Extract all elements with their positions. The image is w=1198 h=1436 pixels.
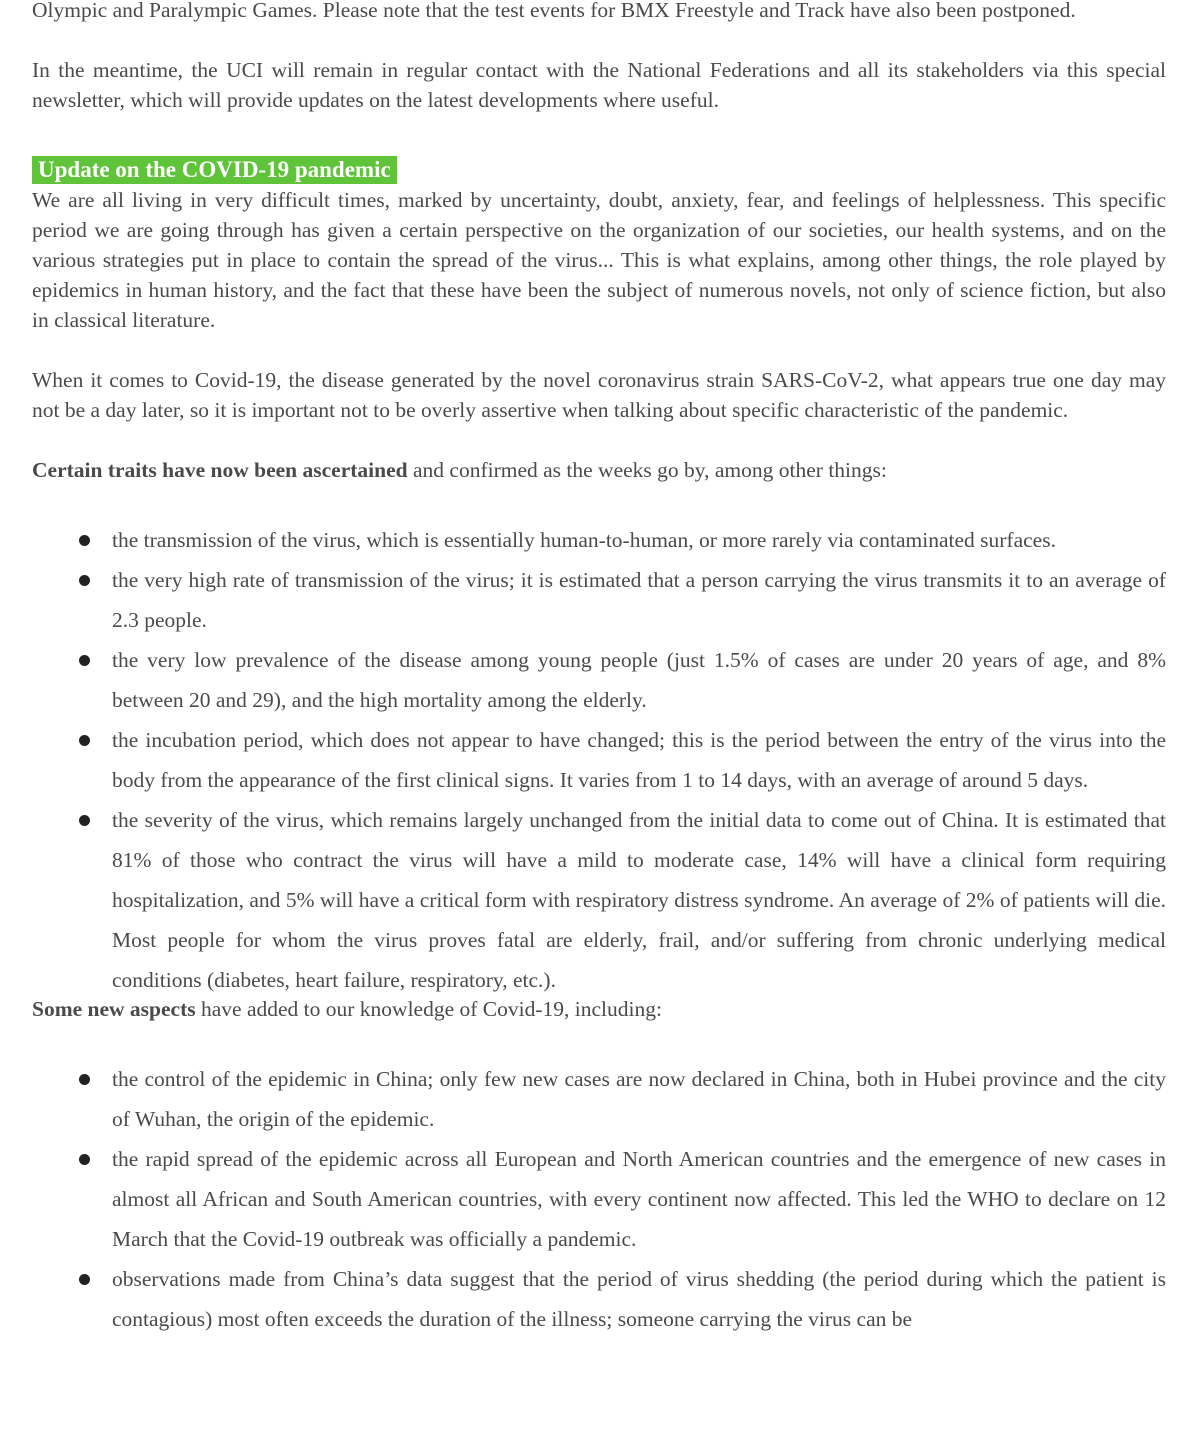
aspects-lead-bold: Some new aspects <box>32 997 196 1021</box>
list-item: the very high rate of transmission of the virus; it is estimated that a person carrying the virus transmits it to an average of 2.3 people. <box>112 560 1166 640</box>
spacer <box>32 485 1166 520</box>
spacer <box>32 425 1166 455</box>
spacer <box>32 25 1166 55</box>
list-item: the severity of the virus, which remains largely unchanged from the initial data to come out of China. It is estimated that 81% of those who contract the virus will have a mild to moderate case, 14% will have a clinical form requiring hospitalization, and 5% will have a critical form with respiratory distress syndrome. An average of 2% of patients will die. Most people for whom the virus proves fatal are elderly, frail, and/or suffering from chronic underlying medical conditions (diabetes, heart failure, respiratory, etc.). <box>112 800 1166 1000</box>
list-item: the very low prevalence of the disease among young people (just 1.5% of cases are under 20 years of age, and 8% between 20 and 29), and the high mortality among the elderly. <box>112 640 1166 720</box>
section-heading-wrapper <box>32 155 1166 185</box>
spacer <box>32 335 1166 365</box>
traits-list <box>32 520 1166 1000</box>
traits-lead <box>32 455 1166 485</box>
list-item: the rapid spread of the epidemic across all European and North American countries and the emergence of new cases in almost all African and South American countries, with every continent now affected. This led the WHO to declare on 12 March that the Covid-19 outbreak was officially a pandemic. <box>112 1139 1166 1259</box>
intro-paragraph-1: Olympic and Paralympic Games. Please note that the test events for BMX Freestyle and Track have also been postponed. <box>32 0 1076 22</box>
list-item: the transmission of the virus, which is essentially human-to-human, or more rarely via contaminated surfaces. <box>112 520 1166 560</box>
list-item: observations made from China’s data suggest that the period of virus shedding (the period during which the patient is contagious) most often exceeds the duration of the illness; someone carrying the virus can be <box>112 1259 1166 1339</box>
section-paragraph-2: When it comes to Covid-19, the disease generated by the novel coronavirus strain SARS-CoV-2, what appears true one day may not be a day later, so it is important not to be overly assertive when talking about specific characteristic of the pandemic. <box>32 368 1166 422</box>
aspects-list <box>32 1059 1166 1339</box>
traits-lead-bold: Certain traits have now been ascertained <box>32 458 408 482</box>
list-item: the incubation period, which does not appear to have changed; this is the period between the entry of the virus into the body from the appearance of the first clinical signs. It varies from 1 to 14 days, with an average of around 5 days. <box>112 720 1166 800</box>
section-paragraph-1: We are all living in very difficult times, marked by uncertainty, doubt, anxiety, fear, and feelings of helplessness. This specific period we are going through has given a certain perspective on the organization of our societies, our health systems, and on the various strategies put in place to contain the spread of the virus... This is what explains, among other things, the role played by epidemics in human history, and the fact that these have been the subject of numerous novels, not only of science fiction, but also in classical literature. <box>32 188 1166 332</box>
intro-paragraph-2: In the meantime, the UCI will remain in regular contact with the National Federations and all its stakeholders via this special newsletter, which will provide updates on the latest developments where useful. <box>32 58 1166 112</box>
spacer <box>32 115 1166 155</box>
traits-lead-rest: and confirmed as the weeks go by, among other things: <box>407 458 887 482</box>
aspects-lead-rest: have added to our knowledge of Covid-19, including: <box>195 997 662 1021</box>
list-item: the control of the epidemic in China; only few new cases are now declared in China, both in Hubei province and the city of Wuhan, the origin of the epidemic. <box>112 1059 1166 1139</box>
newsletter-page <box>32 0 1166 1339</box>
spacer <box>32 1024 1166 1059</box>
section-heading: Update on the COVID-19 pandemic <box>32 156 397 184</box>
